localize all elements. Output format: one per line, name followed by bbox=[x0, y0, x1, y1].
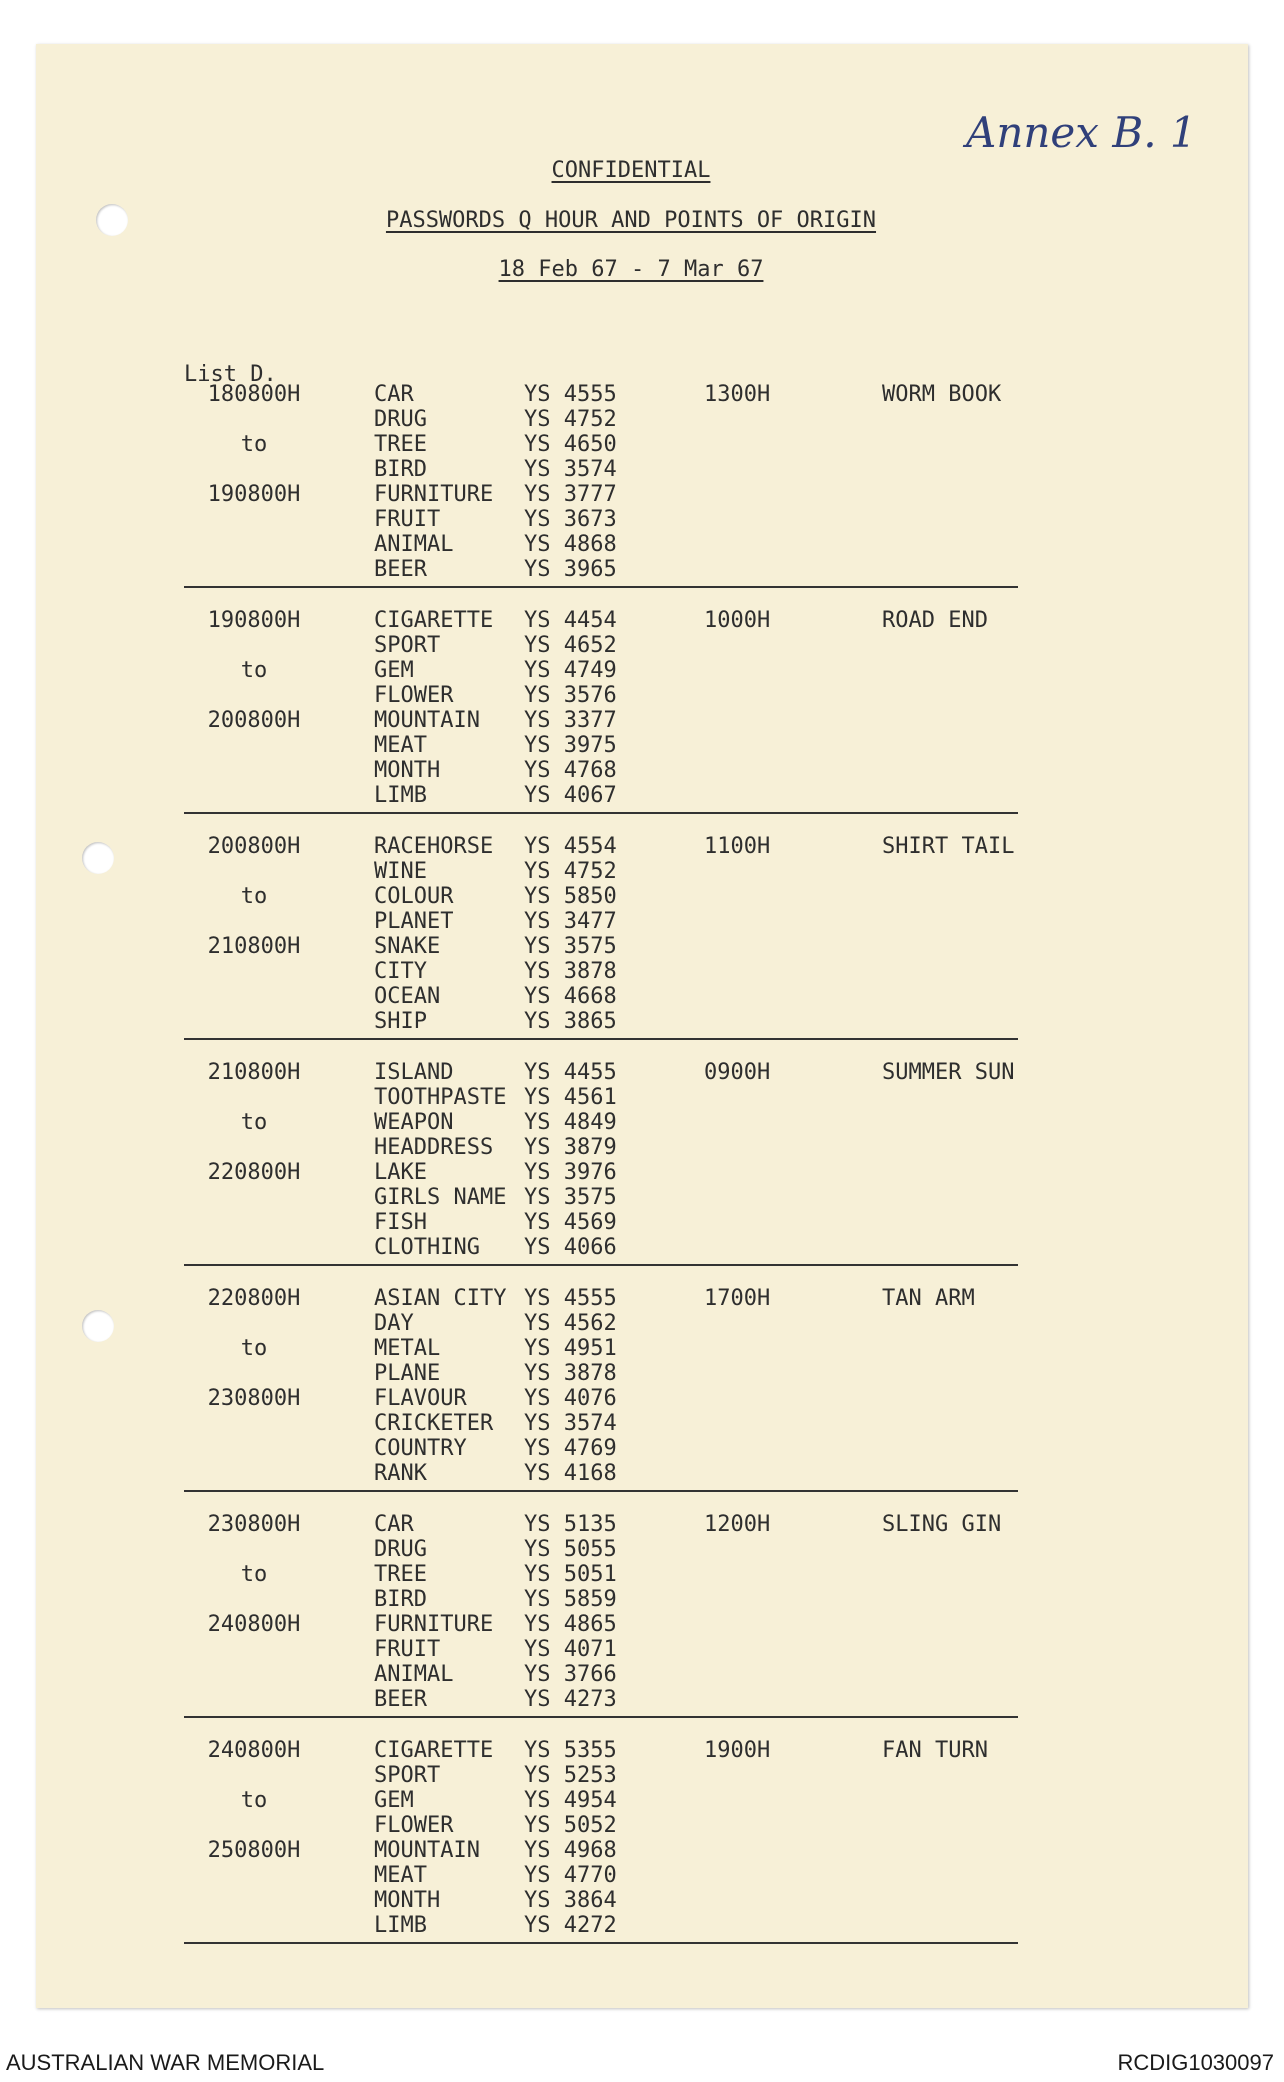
point-of-origin: FAN TURN bbox=[882, 1738, 988, 1763]
password-row bbox=[374, 683, 617, 708]
punch-hole bbox=[82, 842, 114, 874]
password-list bbox=[374, 1060, 617, 1260]
grid-reference: YS 4951 bbox=[524, 1336, 617, 1361]
block-divider bbox=[184, 1942, 1018, 1944]
password-word: MONTH bbox=[374, 1888, 441, 1913]
password-word: FLOWER bbox=[374, 1813, 454, 1838]
block-divider bbox=[184, 1038, 1018, 1040]
password-row bbox=[374, 1361, 617, 1386]
grid-reference: YS 4652 bbox=[524, 633, 617, 658]
period-to-word: to bbox=[240, 432, 268, 457]
grid-reference: YS 3575 bbox=[524, 1185, 617, 1210]
grid-reference: YS 4066 bbox=[524, 1235, 617, 1260]
period-to-word: to bbox=[240, 884, 268, 909]
grid-reference: YS 3766 bbox=[524, 1662, 617, 1687]
password-row bbox=[374, 1235, 617, 1260]
footer-left: AUSTRALIAN WAR MEMORIAL bbox=[6, 2050, 325, 2075]
block-divider bbox=[184, 1716, 1018, 1718]
grid-reference: YS 4768 bbox=[524, 758, 617, 783]
password-list bbox=[374, 608, 617, 808]
period-from: 220800H bbox=[207, 1286, 301, 1311]
password-word: DAY bbox=[374, 1311, 414, 1336]
password-word: MOUNTAIN bbox=[374, 1838, 480, 1863]
document-subtitle: PASSWORDS Q HOUR AND POINTS OF ORIGIN bbox=[385, 208, 877, 233]
period-to: 190800H bbox=[207, 482, 301, 507]
password-row bbox=[374, 1311, 617, 1336]
password-word: RANK bbox=[374, 1461, 427, 1486]
grid-reference: YS 4076 bbox=[524, 1386, 617, 1411]
period-to-word: to bbox=[240, 1788, 268, 1813]
grid-reference: YS 4650 bbox=[524, 432, 617, 457]
time-block bbox=[176, 1734, 1036, 1960]
q-hour: 1300H bbox=[704, 382, 771, 407]
password-word: COUNTRY bbox=[374, 1436, 467, 1461]
password-row bbox=[374, 1386, 617, 1411]
time-block bbox=[176, 378, 1036, 604]
password-row bbox=[374, 959, 617, 984]
password-row bbox=[374, 1286, 617, 1311]
period-to: 200800H bbox=[207, 708, 301, 733]
grid-reference: YS 4868 bbox=[524, 532, 617, 557]
password-list bbox=[374, 382, 617, 582]
password-row bbox=[374, 1637, 617, 1662]
password-word: FURNITURE bbox=[374, 482, 494, 507]
password-word: METAL bbox=[374, 1336, 441, 1361]
password-word: TREE bbox=[374, 1562, 427, 1587]
password-list bbox=[374, 1738, 617, 1938]
period-to-word: to bbox=[240, 1336, 268, 1361]
grid-reference: YS 4562 bbox=[524, 1311, 617, 1336]
password-row bbox=[374, 1185, 617, 1210]
grid-reference: YS 3865 bbox=[524, 1009, 617, 1034]
footer-right: RCDIG1030097 bbox=[1117, 2050, 1274, 2075]
grid-reference: YS 4555 bbox=[524, 1286, 617, 1311]
password-row bbox=[374, 1436, 617, 1461]
password-list bbox=[374, 1286, 617, 1486]
grid-reference: YS 4752 bbox=[524, 407, 617, 432]
password-row bbox=[374, 1763, 617, 1788]
grid-reference: YS 3878 bbox=[524, 1361, 617, 1386]
password-word: BEER bbox=[374, 557, 427, 582]
grid-reference: YS 3574 bbox=[524, 457, 617, 482]
grid-reference: YS 3673 bbox=[524, 507, 617, 532]
password-word: HEADDRESS bbox=[374, 1135, 494, 1160]
grid-reference: YS 4865 bbox=[524, 1612, 617, 1637]
password-word: FISH bbox=[374, 1210, 427, 1235]
password-word: TREE bbox=[374, 432, 427, 457]
password-row bbox=[374, 1662, 617, 1687]
password-row bbox=[374, 1838, 617, 1863]
password-row bbox=[374, 783, 617, 808]
password-row bbox=[374, 1687, 617, 1712]
q-hour: 1000H bbox=[704, 608, 771, 633]
password-row bbox=[374, 1512, 617, 1537]
grid-reference: YS 5052 bbox=[524, 1813, 617, 1838]
grid-reference: YS 5253 bbox=[524, 1763, 617, 1788]
password-row bbox=[374, 1562, 617, 1587]
password-row bbox=[374, 1888, 617, 1913]
q-hour: 0900H bbox=[704, 1060, 771, 1085]
password-row bbox=[374, 758, 617, 783]
password-row bbox=[374, 407, 617, 432]
password-word: ANIMAL bbox=[374, 532, 454, 557]
password-row bbox=[374, 1009, 617, 1034]
password-row bbox=[374, 1210, 617, 1235]
password-row bbox=[374, 984, 617, 1009]
password-word: FRUIT bbox=[374, 1637, 441, 1662]
password-row bbox=[374, 1135, 617, 1160]
point-of-origin: SLING GIN bbox=[882, 1512, 1002, 1537]
password-word: ANIMAL bbox=[374, 1662, 454, 1687]
password-row bbox=[374, 1913, 617, 1938]
grid-reference: YS 3878 bbox=[524, 959, 617, 984]
grid-reference: YS 3477 bbox=[524, 909, 617, 934]
period-to-word: to bbox=[240, 1110, 268, 1135]
document-title: CONFIDENTIAL bbox=[551, 158, 711, 183]
period-to: 240800H bbox=[207, 1612, 301, 1637]
password-word: SNAKE bbox=[374, 934, 441, 959]
password-row bbox=[374, 1110, 617, 1135]
password-row bbox=[374, 608, 617, 633]
password-word: LIMB bbox=[374, 783, 427, 808]
grid-reference: YS 5051 bbox=[524, 1562, 617, 1587]
password-row bbox=[374, 1537, 617, 1562]
password-word: CLOTHING bbox=[374, 1235, 480, 1260]
password-word: COLOUR bbox=[374, 884, 454, 909]
password-word: MOUNTAIN bbox=[374, 708, 480, 733]
password-row bbox=[374, 1060, 617, 1085]
password-row bbox=[374, 633, 617, 658]
period-from: 200800H bbox=[207, 834, 301, 859]
time-block bbox=[176, 1282, 1036, 1508]
password-row bbox=[374, 1461, 617, 1486]
password-row bbox=[374, 432, 617, 457]
date-range: 18 Feb 67 - 7 Mar 67 bbox=[498, 257, 764, 282]
grid-reference: YS 3864 bbox=[524, 1888, 617, 1913]
password-row bbox=[374, 457, 617, 482]
password-word: FLAVOUR bbox=[374, 1386, 467, 1411]
password-row bbox=[374, 834, 617, 859]
password-row bbox=[374, 507, 617, 532]
password-row bbox=[374, 1160, 617, 1185]
q-hour: 1200H bbox=[704, 1512, 771, 1537]
grid-reference: YS 4954 bbox=[524, 1788, 617, 1813]
password-row bbox=[374, 934, 617, 959]
password-word: CRICKETER bbox=[374, 1411, 494, 1436]
grid-reference: YS 3965 bbox=[524, 557, 617, 582]
period-to: 220800H bbox=[207, 1160, 301, 1185]
password-word: FRUIT bbox=[374, 507, 441, 532]
period-to-word: to bbox=[240, 1562, 268, 1587]
q-hour: 1100H bbox=[704, 834, 771, 859]
handwritten-annotation: Annex B. 1 bbox=[966, 108, 1197, 157]
password-word: DRUG bbox=[374, 1537, 427, 1562]
password-row bbox=[374, 733, 617, 758]
password-word: SPORT bbox=[374, 633, 441, 658]
password-word: BIRD bbox=[374, 457, 427, 482]
list-label: List D. bbox=[184, 362, 277, 387]
password-row bbox=[374, 1587, 617, 1612]
grid-reference: YS 4168 bbox=[524, 1461, 617, 1486]
grid-reference: YS 4769 bbox=[524, 1436, 617, 1461]
point-of-origin: SUMMER SUN bbox=[882, 1060, 1015, 1085]
time-block bbox=[176, 1056, 1036, 1282]
password-word: BIRD bbox=[374, 1587, 427, 1612]
password-word: ASIAN CITY bbox=[374, 1286, 507, 1311]
password-word: BEER bbox=[374, 1687, 427, 1712]
grid-reference: YS 4749 bbox=[524, 658, 617, 683]
grid-reference: YS 4561 bbox=[524, 1085, 617, 1110]
grid-reference: YS 4067 bbox=[524, 783, 617, 808]
block-divider bbox=[184, 812, 1018, 814]
grid-reference: YS 4968 bbox=[524, 1838, 617, 1863]
password-word: GIRLS NAME bbox=[374, 1185, 507, 1210]
password-word: GEM bbox=[374, 1788, 414, 1813]
period-from: 210800H bbox=[207, 1060, 301, 1085]
point-of-origin: ROAD END bbox=[882, 608, 988, 633]
grid-reference: YS 4554 bbox=[524, 834, 617, 859]
password-word: CIGARETTE bbox=[374, 608, 494, 633]
grid-reference: YS 3576 bbox=[524, 683, 617, 708]
password-word: MEAT bbox=[374, 1863, 427, 1888]
point-of-origin: TAN ARM bbox=[882, 1286, 975, 1311]
password-row bbox=[374, 1336, 617, 1361]
point-of-origin: SHIRT TAIL bbox=[882, 834, 1015, 859]
grid-reference: YS 3975 bbox=[524, 733, 617, 758]
q-hour: 1900H bbox=[704, 1738, 771, 1763]
grid-reference: YS 5055 bbox=[524, 1537, 617, 1562]
password-list bbox=[374, 834, 617, 1034]
period-from: 190800H bbox=[207, 608, 301, 633]
password-word: CAR bbox=[374, 382, 414, 407]
grid-reference: YS 4849 bbox=[524, 1110, 617, 1135]
password-word: MEAT bbox=[374, 733, 427, 758]
password-word: OCEAN bbox=[374, 984, 441, 1009]
password-row bbox=[374, 1863, 617, 1888]
password-word: CITY bbox=[374, 959, 427, 984]
grid-reference: YS 5135 bbox=[524, 1512, 617, 1537]
password-word: WINE bbox=[374, 859, 427, 884]
block-divider bbox=[184, 586, 1018, 588]
password-row bbox=[374, 884, 617, 909]
period-to: 230800H bbox=[207, 1386, 301, 1411]
password-word: CAR bbox=[374, 1512, 414, 1537]
password-row bbox=[374, 1788, 617, 1813]
password-row bbox=[374, 708, 617, 733]
password-word: WEAPON bbox=[374, 1110, 454, 1135]
password-list bbox=[374, 1512, 617, 1712]
grid-reference: YS 3976 bbox=[524, 1160, 617, 1185]
password-row bbox=[374, 909, 617, 934]
password-row bbox=[374, 1612, 617, 1637]
q-hour: 1700H bbox=[704, 1286, 771, 1311]
password-word: LAKE bbox=[374, 1160, 427, 1185]
password-row bbox=[374, 658, 617, 683]
period-from: 240800H bbox=[207, 1738, 301, 1763]
password-row bbox=[374, 1813, 617, 1838]
password-word: MONTH bbox=[374, 758, 441, 783]
password-row bbox=[374, 859, 617, 884]
grid-reference: YS 3574 bbox=[524, 1411, 617, 1436]
grid-reference: YS 3575 bbox=[524, 934, 617, 959]
period-to-word: to bbox=[240, 658, 268, 683]
password-row bbox=[374, 532, 617, 557]
grid-reference: YS 4273 bbox=[524, 1687, 617, 1712]
password-row bbox=[374, 382, 617, 407]
punch-hole bbox=[82, 1310, 114, 1342]
password-word: SPORT bbox=[374, 1763, 441, 1788]
document-page bbox=[36, 44, 1248, 2008]
block-divider bbox=[184, 1490, 1018, 1492]
password-row bbox=[374, 557, 617, 582]
password-word: SHIP bbox=[374, 1009, 427, 1034]
grid-reference: YS 3777 bbox=[524, 482, 617, 507]
password-word: FLOWER bbox=[374, 683, 454, 708]
password-word: DRUG bbox=[374, 407, 427, 432]
grid-reference: YS 4668 bbox=[524, 984, 617, 1009]
password-word: FURNITURE bbox=[374, 1612, 494, 1637]
password-word: GEM bbox=[374, 658, 414, 683]
time-block bbox=[176, 604, 1036, 830]
time-block bbox=[176, 1508, 1036, 1734]
password-word: PLANET bbox=[374, 909, 454, 934]
password-row bbox=[374, 482, 617, 507]
password-word: ISLAND bbox=[374, 1060, 454, 1085]
password-word: LIMB bbox=[374, 1913, 427, 1938]
grid-reference: YS 5355 bbox=[524, 1738, 617, 1763]
grid-reference: YS 3377 bbox=[524, 708, 617, 733]
grid-reference: YS 5859 bbox=[524, 1587, 617, 1612]
time-block bbox=[176, 830, 1036, 1056]
password-row bbox=[374, 1085, 617, 1110]
grid-reference: YS 4455 bbox=[524, 1060, 617, 1085]
grid-reference: YS 5850 bbox=[524, 884, 617, 909]
grid-reference: YS 4752 bbox=[524, 859, 617, 884]
password-row bbox=[374, 1738, 617, 1763]
grid-reference: YS 4454 bbox=[524, 608, 617, 633]
grid-reference: YS 4272 bbox=[524, 1913, 617, 1938]
period-from: 180800H bbox=[207, 382, 301, 407]
block-divider bbox=[184, 1264, 1018, 1266]
password-word: RACEHORSE bbox=[374, 834, 494, 859]
password-row bbox=[374, 1411, 617, 1436]
grid-reference: YS 4555 bbox=[524, 382, 617, 407]
password-word: TOOTHPASTE bbox=[374, 1085, 507, 1110]
period-to: 210800H bbox=[207, 934, 301, 959]
password-word: PLANE bbox=[374, 1361, 441, 1386]
grid-reference: YS 4569 bbox=[524, 1210, 617, 1235]
period-to: 250800H bbox=[207, 1838, 301, 1863]
grid-reference: YS 3879 bbox=[524, 1135, 617, 1160]
period-from: 230800H bbox=[207, 1512, 301, 1537]
point-of-origin: WORM BOOK bbox=[882, 382, 1002, 407]
grid-reference: YS 4071 bbox=[524, 1637, 617, 1662]
password-word: CIGARETTE bbox=[374, 1738, 494, 1763]
grid-reference: YS 4770 bbox=[524, 1863, 617, 1888]
